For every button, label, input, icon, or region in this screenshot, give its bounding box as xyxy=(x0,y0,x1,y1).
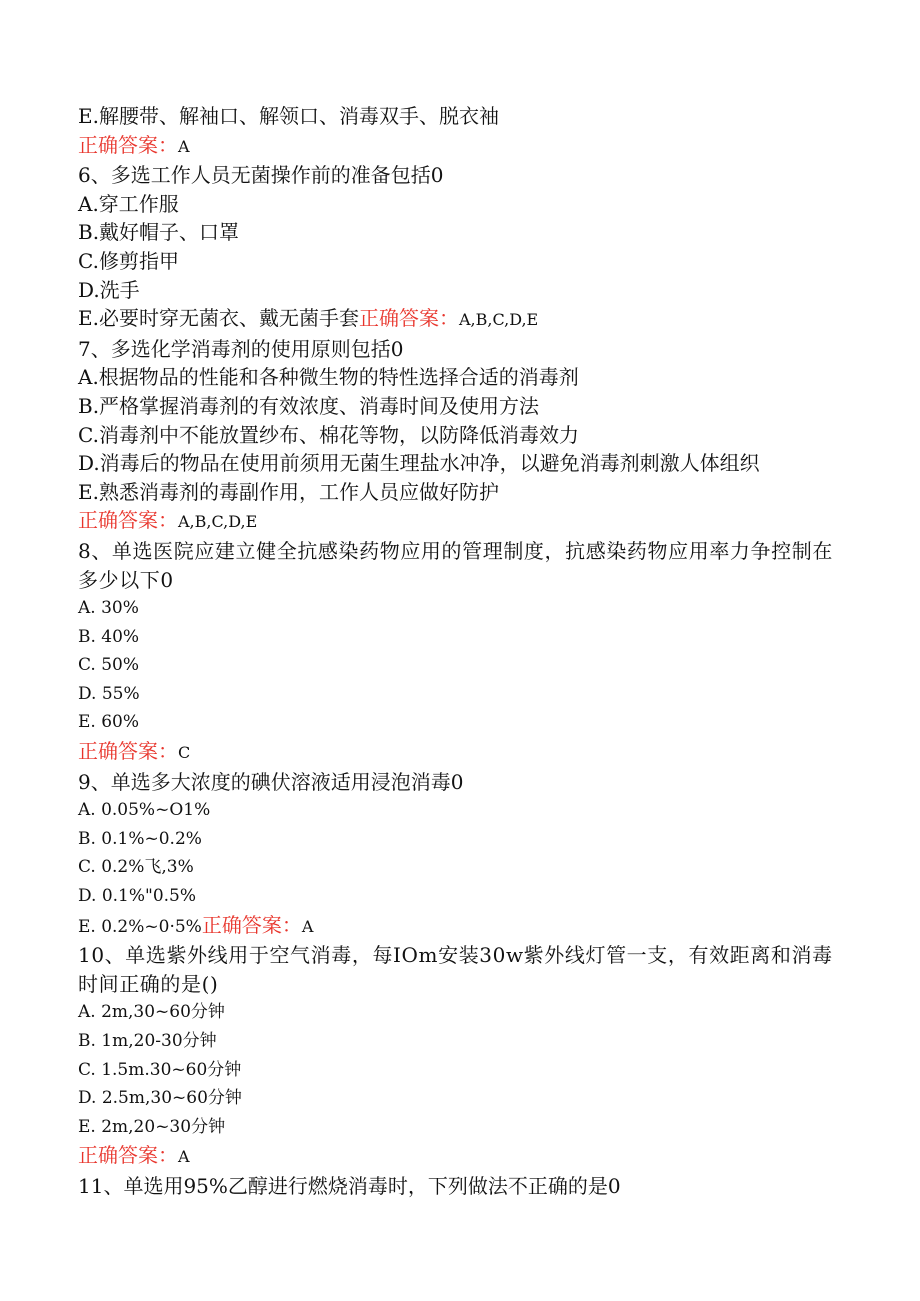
q10-answer xyxy=(78,1141,848,1172)
answer-label: 正确答案： xyxy=(78,508,178,533)
q7-option-e: E.熟悉消毒剂的毒副作用，工作人员应做好防护 xyxy=(78,479,499,504)
q7-stem: 7、多选化学消毒剂的使用原则包括0 xyxy=(78,336,404,361)
q9-option-a: A. 0.05%~O1% xyxy=(78,800,211,821)
answer-label: 正确答案： xyxy=(358,306,459,331)
q9-option-c: C. 0.2%飞,3% xyxy=(78,857,194,878)
q8-option-b: B. 40% xyxy=(78,626,140,647)
answer-label: 正确答案： xyxy=(78,132,178,157)
q7-option-d: D.消毒后的物品在使用前须用无菌生理盐水冲净，以避免消毒剂刺激人体组织 xyxy=(78,451,760,476)
q5-option-e: E.解腰带、解袖口、解领口、消毒双手、脱衣袖 xyxy=(78,104,499,128)
q9-option-d: D. 0.1%"0.5% xyxy=(78,886,197,907)
q8-stem: 8、单选医院应建立健全抗感染药物应用的管理制度，抗感染药物应用率力争控制在多少以下0 xyxy=(78,538,833,592)
q6-option-c: C.修剪指甲 xyxy=(78,248,179,273)
q6-option-a: A.穿工作服 xyxy=(78,191,179,216)
q6-answer xyxy=(359,306,538,330)
answer-value: A xyxy=(301,916,314,936)
q8-option-e: E. 60% xyxy=(78,712,140,733)
q10-option-d: D. 2.5m,30~60分钟 xyxy=(78,1088,242,1109)
q7-option-a: A.根据物品的性能和各种微生物的特性选择合适的消毒剂 xyxy=(78,365,579,390)
q9-answer xyxy=(202,913,314,937)
q8-answer xyxy=(78,737,848,768)
document-page xyxy=(78,102,848,1201)
q9-option-e: E. 0.2%~0·5% xyxy=(78,916,202,937)
answer-value: A xyxy=(178,136,190,156)
q10-stem: 10、单选紫外线用于空气消毒，每IOm安装30w紫外线灯管一支，有效距离和消毒时间正确的是() xyxy=(78,943,833,996)
answer-label: 正确答案： xyxy=(78,1143,178,1168)
answer-value: C xyxy=(178,743,191,763)
q6-option-e: E.必要时穿无菌衣、戴无菌手套 xyxy=(78,306,359,331)
q6-option-d: D.洗手 xyxy=(78,277,140,302)
q6-option-b: B.戴好帽子、口罩 xyxy=(78,220,240,245)
q8-option-d: D. 55% xyxy=(78,683,140,704)
q9-option-b: B. 0.1%~0.2% xyxy=(78,828,202,849)
answer-value: A xyxy=(178,1147,190,1167)
q9-option-e-with-answer xyxy=(78,911,848,942)
q8-option-a: A. 30% xyxy=(78,598,139,619)
q10-option-e: E. 2m,20~30分钟 xyxy=(78,1116,226,1137)
q11-stem: 11、单选用95%乙醇进行燃烧消毒时，下列做法不正确的是0 xyxy=(78,1173,621,1198)
q7-answer xyxy=(78,506,848,537)
q5-answer xyxy=(78,131,848,162)
q6-stem: 6、多选工作人员无菌操作前的准备包括0 xyxy=(78,163,444,188)
answer-value: A,B,C,D,E xyxy=(458,310,539,330)
q10-option-b: B. 1m,20-30分钟 xyxy=(78,1031,217,1051)
answer-value: A,B,C,D,E xyxy=(178,512,258,532)
q8-option-c: C. 50% xyxy=(78,655,139,676)
answer-label: 正确答案： xyxy=(201,912,302,937)
q7-option-c: C.消毒剂中不能放置纱布、棉花等物，以防降低消毒效力 xyxy=(78,422,579,447)
q10-option-a: A. 2m,30~60分钟 xyxy=(78,1002,225,1023)
q6-option-e-with-answer xyxy=(78,304,848,335)
q10-option-c: C. 1.5m.30~60分钟 xyxy=(78,1059,242,1080)
answer-label: 正确答案： xyxy=(78,739,178,764)
q9-stem: 9、单选多大浓度的碘伏溶液适用浸泡消毒0 xyxy=(78,769,464,794)
q7-option-b: B.严格掌握消毒剂的有效浓度、消毒时间及使用方法 xyxy=(78,393,540,418)
